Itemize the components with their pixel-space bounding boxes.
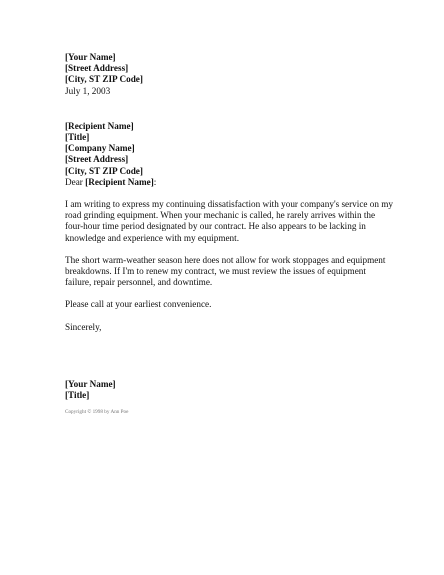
sender-block <box>65 52 395 97</box>
body-paragraph-2-line: breakdowns. If I'm to renew my contract, we must review the issues of equipment <box>65 266 366 277</box>
letter-body <box>65 52 395 416</box>
copyright-notice: Copyright © 1998 by Ann Poe <box>65 409 129 416</box>
recipient-street: [Street Address] <box>65 154 129 165</box>
salutation-name: [Recipient Name] <box>85 176 154 187</box>
body-paragraph-1-line: road grinding equipment. When your mechanic is called, he rarely arrives within the <box>65 210 376 221</box>
body-paragraph-2 <box>65 255 395 289</box>
closing: Sincerely, <box>65 321 102 332</box>
body-paragraph-1-line: knowledge and experience with my equipment. <box>65 232 239 243</box>
sender-name: [Your Name] <box>65 52 116 62</box>
signature-name: [Your Name] <box>65 378 116 389</box>
body-paragraph-2-line: The short warm-weather season here does not allow for work stoppages and equipment <box>65 254 386 265</box>
signature-block <box>65 379 395 401</box>
sender-city: [City, ST ZIP Code] <box>65 74 143 85</box>
recipient-company: [Company Name] <box>65 143 135 154</box>
body-paragraph-1-line: four-hour time period designated by our contract. He also appears to be lacking in <box>65 221 366 232</box>
letter-date: July 1, 2003 <box>65 85 111 96</box>
recipient-name: [Recipient Name] <box>65 120 134 131</box>
sender-street: [Street Address] <box>65 63 129 74</box>
salutation-suffix: : <box>153 176 157 187</box>
recipient-title: [Title] <box>65 132 90 143</box>
body-paragraph-3: Please call at your earliest convenience. <box>65 299 212 310</box>
body-paragraph-2-line: failure, repair personnel, and downtime. <box>65 277 213 288</box>
body-paragraph-1-line: I am writing to express my continuing dissatisfaction with your company's service on my <box>65 199 394 210</box>
salutation-prefix: Dear <box>65 176 86 187</box>
signature-title: [Title] <box>65 390 90 401</box>
recipient-block <box>65 121 395 177</box>
recipient-city: [City, ST ZIP Code] <box>65 165 143 176</box>
salutation <box>65 177 395 188</box>
body-paragraph-1 <box>65 199 395 244</box>
